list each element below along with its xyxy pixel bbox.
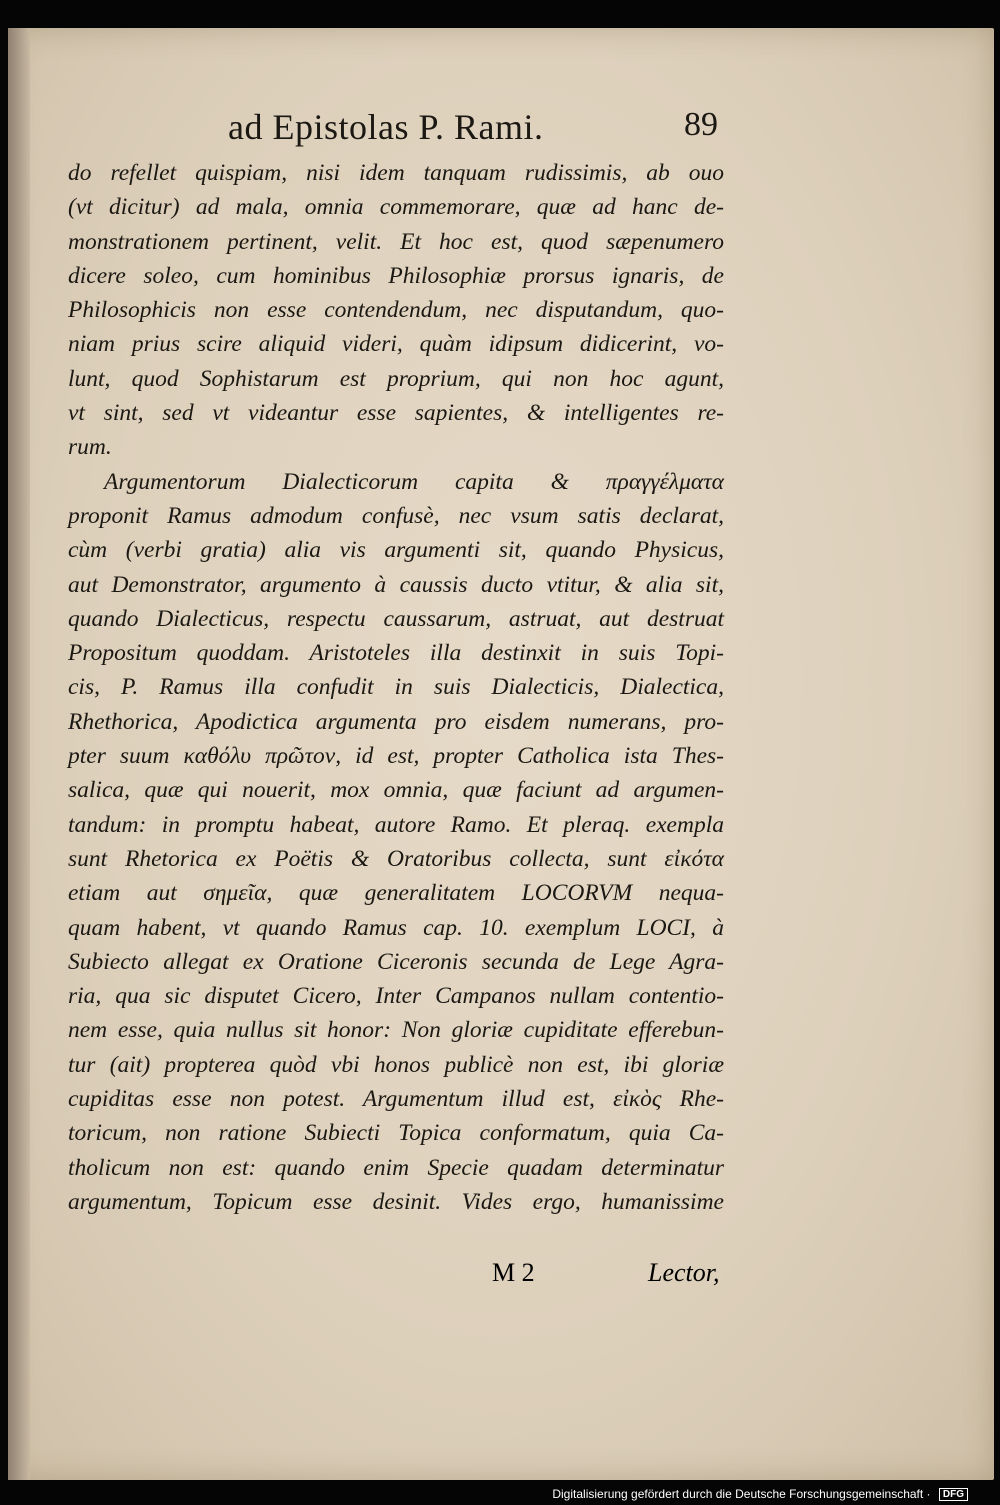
text-line: tandum: in promptu habeat, autore Ramo. Et pleraq. exempla bbox=[68, 811, 724, 838]
paragraph-start-line: Argumentorum Dialecticorum capita & πραγγέλματα bbox=[104, 468, 724, 495]
digitization-credit bbox=[552, 1487, 968, 1501]
text-line: Subiecto allegat ex Oratione Ciceronis secunda de Lege Agra- bbox=[68, 948, 724, 975]
text-line: aut Demonstrator, argumento à caussis ducto vtitur, & alia sit, bbox=[68, 571, 724, 598]
text-line: cùm (verbi gratia) alia vis argumenti sit, quando Physicus, bbox=[68, 537, 724, 564]
text-line: quando Dialecticus, respectu caussarum, astruat, aut destruat bbox=[68, 605, 724, 632]
text-line: etiam aut σημεῖα, quæ generalitatem LOCORVM nequa- bbox=[68, 880, 724, 907]
text-line: dicere soleo, cum hominibus Philosophiæ prorsus ignaris, de bbox=[68, 262, 724, 289]
dfg-logo: DFG bbox=[939, 1488, 968, 1501]
text-line: sunt Rhetorica ex Poëtis & Oratoribus collecta, sunt εἰκότα bbox=[68, 845, 724, 872]
text-line: monstrationem pertinent, velit. Et hoc est, quod sæpenumero bbox=[68, 228, 724, 255]
text-line: cupiditas esse non potest. Argumentum illud est, εἰκὸς Rhe- bbox=[68, 1086, 724, 1113]
text-line: tholicum non est: quando enim Specie quadam determinatur bbox=[68, 1154, 724, 1181]
text-line: (vt dicitur) ad mala, omnia commemorare, quæ ad hanc de- bbox=[68, 194, 724, 221]
credit-text: Digitalisierung gefördert durch die Deutsche Forschungsgemeinschaft · bbox=[552, 1486, 931, 1501]
page-footer bbox=[8, 1258, 994, 1298]
text-line: vt sint, sed vt videantur esse sapientes, & intelligentes re- bbox=[68, 400, 724, 427]
text-line: toricum, non ratione Subiecti Topica conformatum, quia Ca- bbox=[68, 1120, 724, 1147]
text-line: Rhethorica, Apodictica argumenta pro eisdem numerans, pro- bbox=[68, 708, 724, 735]
text-line: salica, quæ qui nouerit, mox omnia, quæ faciunt ad argumen- bbox=[68, 777, 724, 804]
text-line: proponit Ramus admodum confusè, nec vsum satis declarat, bbox=[68, 502, 724, 529]
running-head: ad Epistolas P. Rami. bbox=[228, 107, 544, 147]
catchword: Lector, bbox=[648, 1258, 720, 1287]
text-line: tur (ait) propterea quòd vbi honos publicè non est, ibi gloriæ bbox=[68, 1051, 724, 1078]
text-line: Philosophicis non esse contendendum, nec disputandum, quo- bbox=[68, 297, 724, 324]
body-text bbox=[68, 156, 724, 1219]
text-line: quam habent, vt quando Ramus cap. 10. exemplum LOCI, à bbox=[68, 914, 724, 941]
text-line: rum. bbox=[68, 434, 112, 461]
text-line: niam prius scire aliquid videri, quàm idipsum didicerint, vo- bbox=[68, 331, 724, 358]
book-page bbox=[8, 28, 994, 1480]
text-line: Propositum quoddam. Aristoteles illa destinxit in suis Topi- bbox=[68, 640, 724, 667]
text-line: ria, qua sic disputet Cicero, Inter Campanos nullam contentio- bbox=[68, 983, 724, 1010]
text-line: cis, P. Ramus illa confudit in suis Dialecticis, Dialectica, bbox=[68, 674, 724, 701]
signature-mark: M 2 bbox=[492, 1258, 535, 1287]
page-header bbox=[168, 106, 728, 156]
text-line: pter suum καθόλυ πρῶτον, id est, propter Catholica ista Thes- bbox=[68, 743, 724, 770]
page-number: 89 bbox=[684, 106, 718, 143]
text-line: argumentum, Topicum esse desinit. Vides ergo, humanissime bbox=[68, 1188, 724, 1215]
text-line: lunt, quod Sophistarum est proprium, qui non hoc agunt, bbox=[68, 365, 724, 392]
text-line: nem esse, quia nullus sit honor: Non gloriæ cupiditate efferebun- bbox=[68, 1017, 724, 1044]
text-line: do refellet quispiam, nisi idem tanquam rudissimis, ab ouo bbox=[68, 160, 724, 186]
